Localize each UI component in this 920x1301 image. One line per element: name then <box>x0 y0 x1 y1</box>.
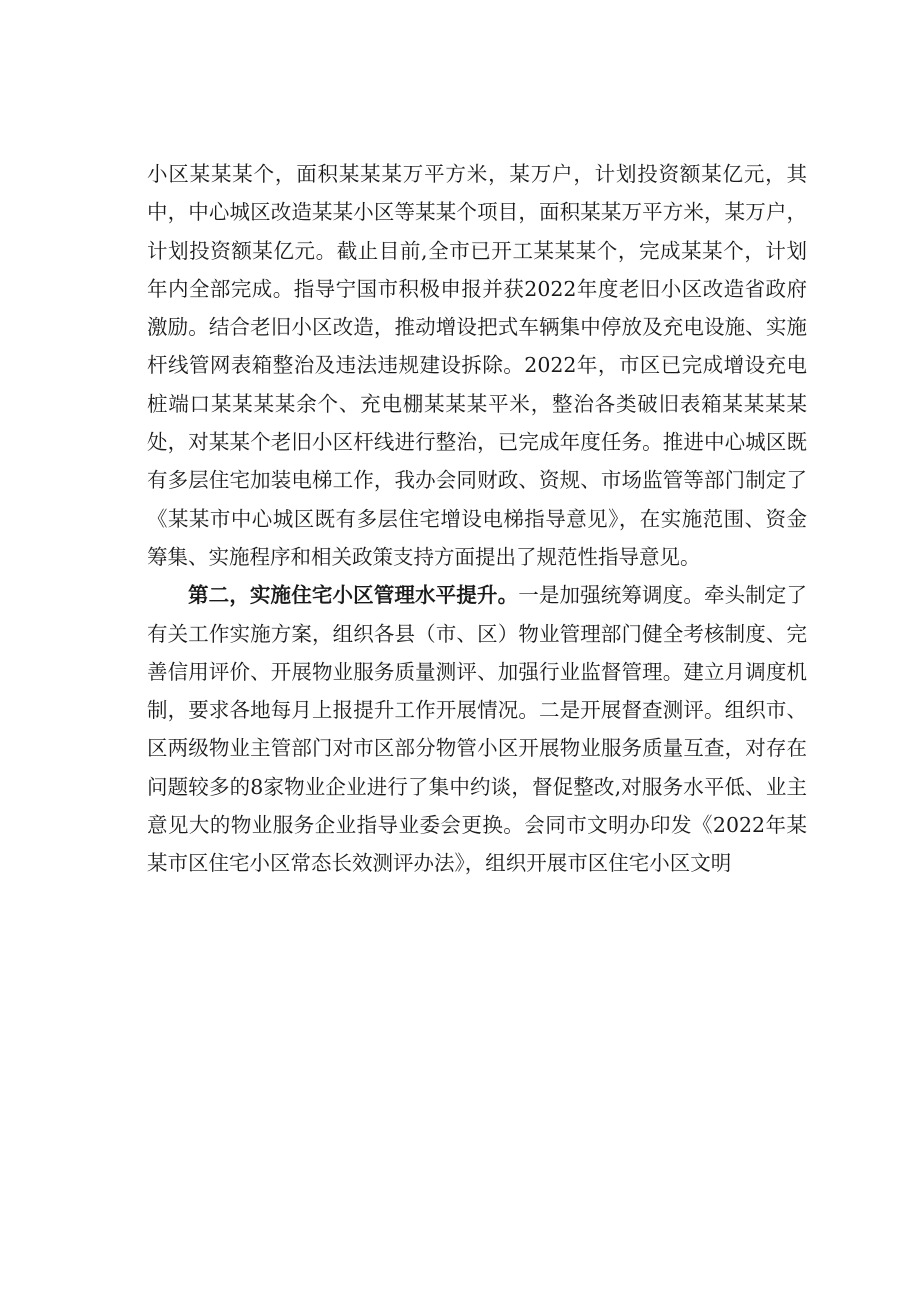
paragraph-2-heading: 第二，实施住宅小区管理水平提升。 <box>188 583 519 608</box>
paragraph-1 <box>147 155 807 576</box>
document-body <box>147 155 807 883</box>
paragraph-2 <box>147 576 807 882</box>
paragraph-2-text: 一是加强统筹调度。牵头制定了有关工作实施方案，组织各县（市、区）物业管理部门健全考核制度、完善信用评价、开展物业服务质量测评、加强行业监督管理。建立月调度机制，要求各地每月上报提升工作开展情况。二是开展督查测评。组织市、区两级物业主管部门对市区部分物管小区开展物业服务质量互查，对存在问题较多的8家物业企业进行了集中约谈，督促整改,对服务水平低、业主意见大的物业服务企业指导业委会更换。会同市文明办印发《2022年某某市区住宅小区常态长效测评办法》，组织开展市区住宅小区文明 <box>147 583 808 876</box>
paragraph-1-text: 小区某某某个，面积某某某万平方米，某万户，计划投资额某亿元，其中，中心城区改造某某小区等某某个项目，面积某某万平方米，某万户，计划投资额某亿元。截止目前,全市已开工某某某个，完成某某个，计划年内全部完成。指导宁国市积极申报并获2022年度老旧小区改造省政府激励。结合老旧小区改造，推动增设把式车辆集中停放及充电设施、实施杆线管网表箱整治及违法违规建设拆除。2022年，市区已完成增设充电桩端口某某某某余个、充电棚某某某平米，整治各类破旧表箱某某某某处，对某某个老旧小区杆线进行整治，已完成年度任务。推进中心城区既有多层住宅加装电梯工作，我办会同财政、资规、市场监管等部门制定了《某某市中心城区既有多层住宅增设电梯指导意见》，在实施范围、资金筹集、实施程序和相关政策支持方面提出了规范性指导意见。 <box>147 162 807 569</box>
